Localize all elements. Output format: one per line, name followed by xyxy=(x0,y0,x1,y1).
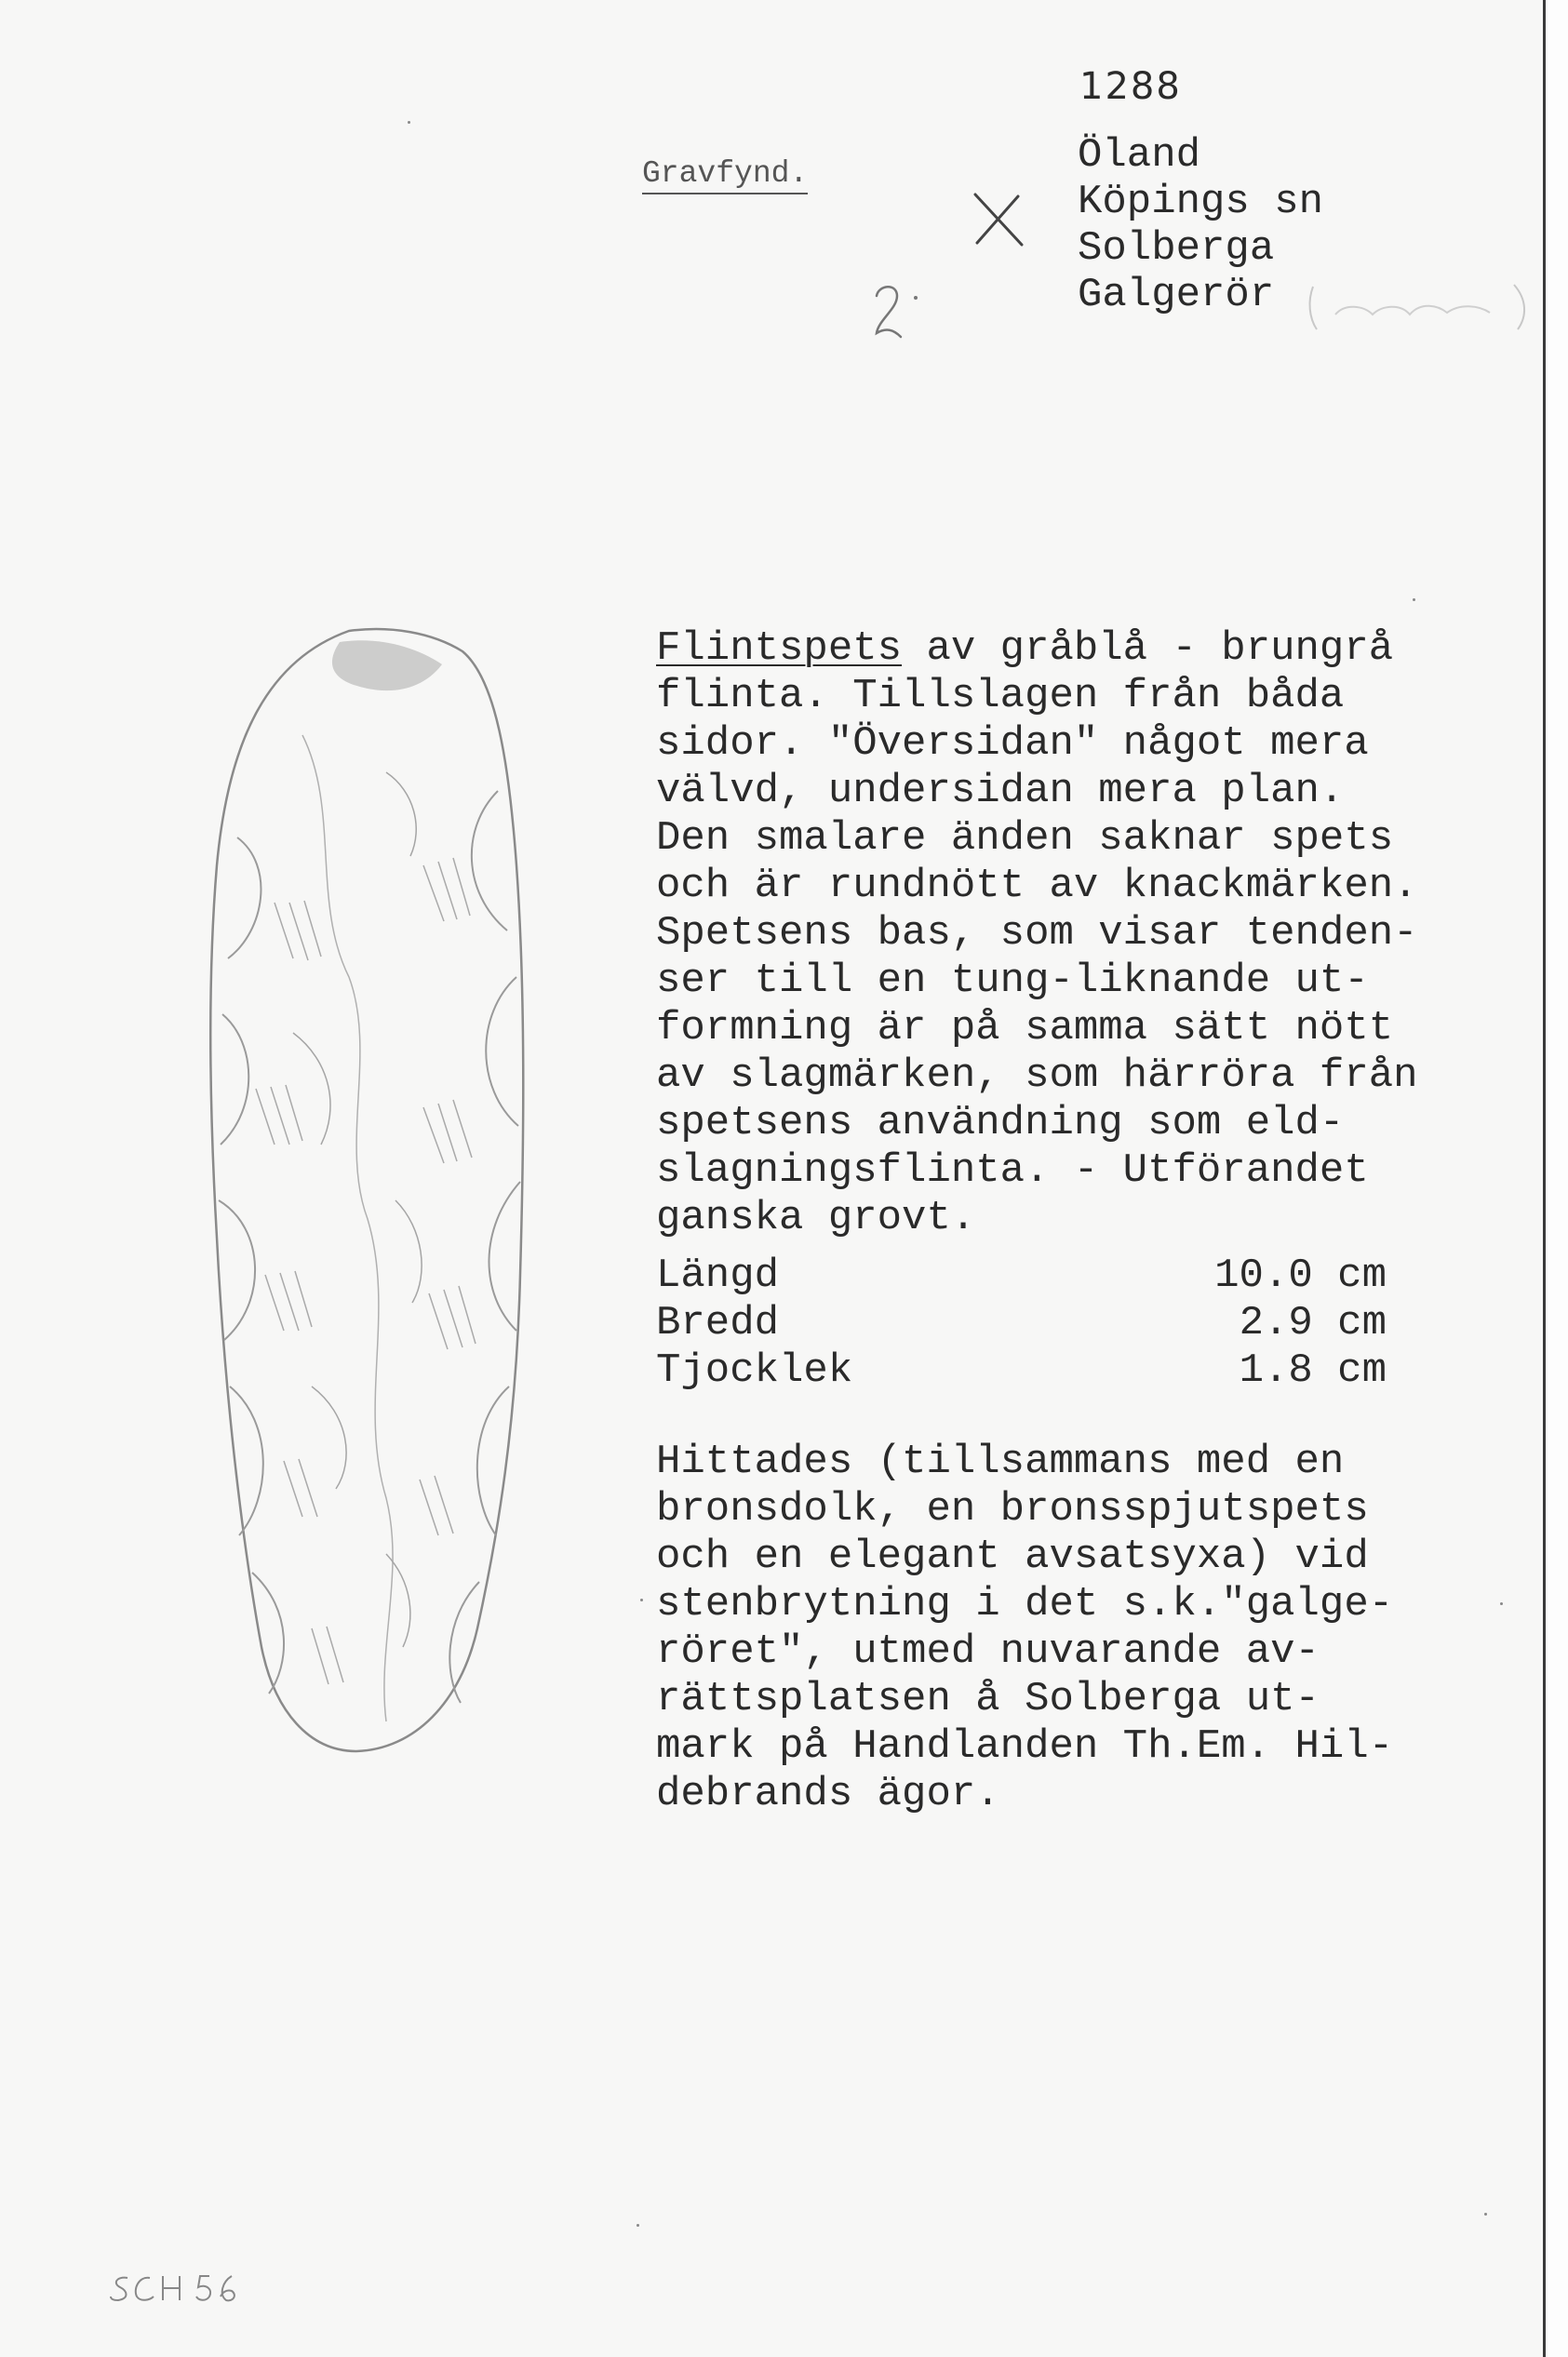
find-note-line: rättsplatsen å Solberga ut- xyxy=(656,1676,1320,1722)
description-line: av slagmärken, som härröra från xyxy=(656,1052,1418,1099)
location-line: Galgerör xyxy=(1078,272,1275,318)
description-line: flinta. Tillslagen från båda xyxy=(656,673,1345,719)
measurement-value: 2.9 cm xyxy=(1239,1300,1387,1346)
location-list xyxy=(1078,132,1323,318)
description-line: välvd, undersidan mera plan. xyxy=(656,768,1345,814)
location-line: Köpings sn xyxy=(1078,179,1324,225)
description-line: spetsens användning som eld- xyxy=(656,1100,1345,1146)
find-note-text xyxy=(656,1439,1526,1818)
description-lead-word: Flintspets xyxy=(656,625,903,672)
category-label: Gravfynd. xyxy=(642,156,808,194)
x-mark-icon xyxy=(970,191,1027,248)
find-note-line: debrands ägor. xyxy=(656,1771,1000,1817)
measurements-table xyxy=(656,1252,1494,1395)
measurement-label: Bredd xyxy=(656,1300,780,1346)
description-line-rest: av gråblå - brungrå xyxy=(902,625,1394,672)
description-line xyxy=(656,625,1526,673)
description-line: formning är på samma sätt nött xyxy=(656,1005,1394,1051)
paper-speck xyxy=(408,121,410,124)
scan-background xyxy=(1546,0,1568,2357)
measurement-row xyxy=(656,1347,1494,1395)
paper-speck xyxy=(640,1599,643,1601)
pencil-signature xyxy=(107,2270,247,2308)
description-text xyxy=(656,625,1526,1242)
description-line: sidor. "Översidan" något mera xyxy=(656,720,1369,767)
measurement-value: 1.8 cm xyxy=(1239,1347,1387,1394)
find-note-line: mark på Handlanden Th.Em. Hil- xyxy=(656,1723,1394,1770)
description-line: ganska grovt. xyxy=(656,1195,976,1241)
paper-speck xyxy=(1484,2213,1487,2216)
catalog-number: 1288 xyxy=(1079,65,1182,108)
location-line: Öland xyxy=(1078,132,1201,179)
description-line: och är rundnött av knackmärken. xyxy=(656,863,1418,909)
measurement-label: Längd xyxy=(656,1252,780,1299)
find-note-line: stenbrytning i det s.k."galge- xyxy=(656,1581,1394,1627)
pencil-number xyxy=(865,279,921,354)
description-line: Den smalare änden saknar spets xyxy=(656,815,1394,862)
find-note-line: Hittades (tillsammans med en xyxy=(656,1439,1345,1485)
description-line: Spetsens bas, som visar tenden- xyxy=(656,910,1418,957)
find-note-line: och en elegant avsatsyxa) vid xyxy=(656,1533,1369,1580)
find-note-line: bronsdolk, en bronsspjutspets xyxy=(656,1486,1369,1533)
flint-point-drawing xyxy=(200,623,535,1759)
find-note-line: röret", utmed nuvarande av- xyxy=(656,1628,1320,1675)
paper-speck xyxy=(1500,1602,1503,1605)
measurement-row xyxy=(656,1300,1494,1347)
measurement-label: Tjocklek xyxy=(656,1347,853,1394)
measurement-value: 10.0 cm xyxy=(1214,1252,1387,1299)
location-line: Solberga xyxy=(1078,225,1275,272)
paper-speck xyxy=(637,2224,639,2227)
measurement-row xyxy=(656,1252,1494,1300)
description-line: ser till en tung-liknande ut- xyxy=(656,958,1369,1004)
faint-pencil-note xyxy=(1307,277,1531,333)
description-line: slagningsflinta. - Utförandet xyxy=(656,1147,1369,1194)
paper-speck xyxy=(1413,598,1415,601)
